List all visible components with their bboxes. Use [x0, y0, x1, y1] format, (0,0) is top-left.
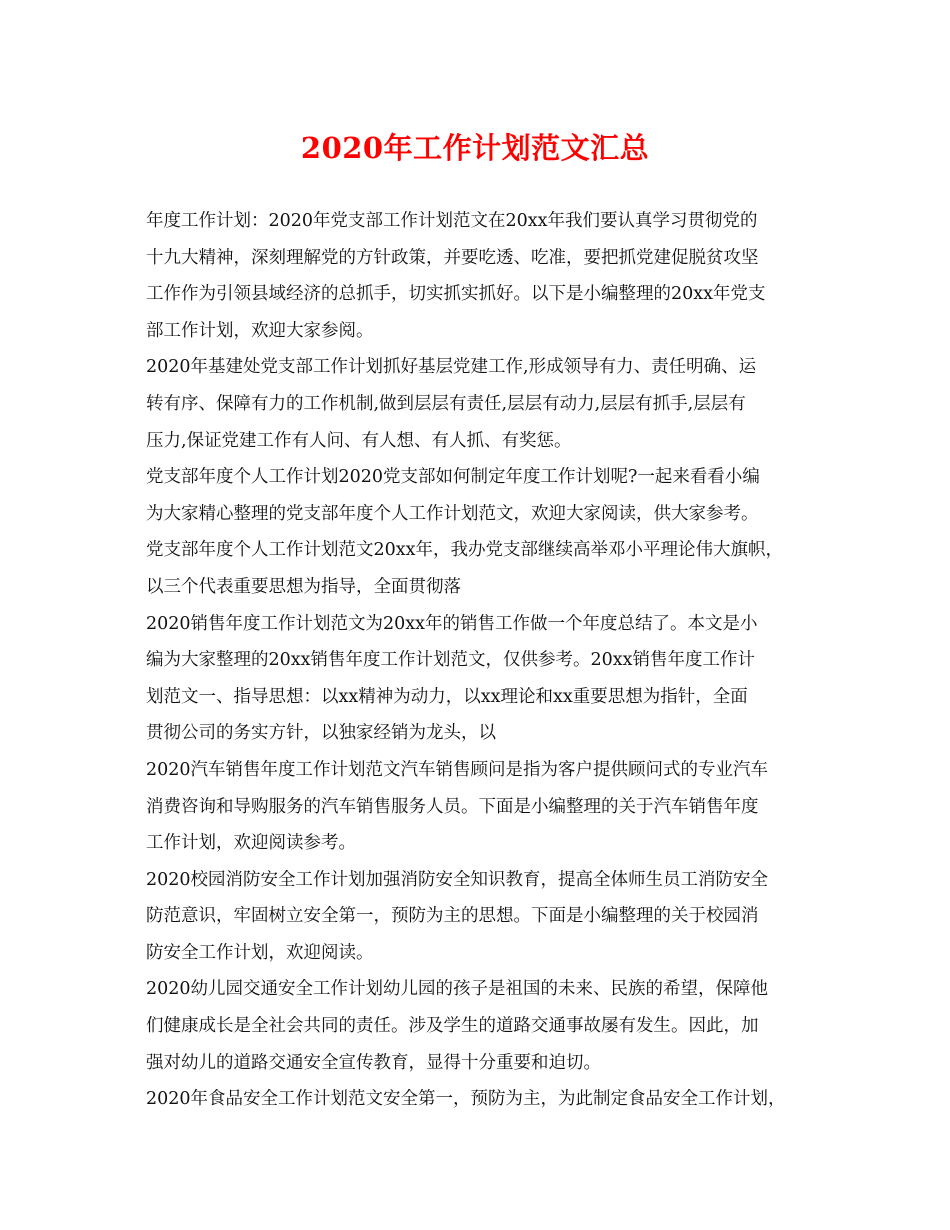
- body-text-line: 防安全工作计划，欢迎阅读。: [146, 942, 374, 963]
- body-text-line: 工作计划，欢迎阅读参考。: [146, 833, 356, 854]
- body-text-line: 防范意识，牢固树立安全第一，预防为主的思想。下面是小编整理的关于校园消: [146, 906, 759, 927]
- body-text-line: 转有序、保障有力的工作机制,做到层层有责任,层层有动力,层层有抓手,层层有: [146, 393, 746, 414]
- body-text-line: 工作作为引领县域经济的总抓手，切实抓实抓好。以下是小编整理的20xx年党支: [146, 284, 766, 305]
- body-text-line: 2020幼儿园交通安全工作计划幼儿园的孩子是祖国的未来、民族的希望，保障他: [146, 979, 769, 1000]
- body-text-line: 2020年食品安全工作计划范文安全第一，预防为主，为此制定食品安全工作计划，: [146, 1089, 786, 1110]
- body-text-line: 2020销售年度工作计划范文为20xx年的销售工作做一个年度总结了。本文是小: [146, 613, 758, 634]
- body-text-line: 以三个代表重要思想为指导，全面贯彻落: [146, 576, 461, 597]
- body-text-line: 年度工作计划：2020年党支部工作计划范文在20xx年我们要认真学习贯彻党的: [146, 211, 758, 231]
- body-text-line: 党支部年度个人工作计划范文20xx年，我办党支部继续高举邓小平理论伟大旗帜，: [146, 540, 784, 561]
- body-text-line: 消费咨询和导购服务的汽车销售服务人员。下面是小编整理的关于汽车销售年度: [146, 796, 759, 817]
- body-text-line: 党支部年度个人工作计划2020党支部如何制定年度工作计划呢?一起来看看小编: [146, 467, 760, 488]
- body-text-line: 十九大精神，深刻理解党的方针政策，并要吃透、吃准，要把抓党建促脱贫攻坚: [146, 247, 759, 268]
- body-text-line: 贯彻公司的务实方针，以独家经销为龙头，以: [146, 723, 496, 744]
- body-text-line: 强对幼儿的道路交通安全宣传教育，显得十分重要和迫切。: [146, 1052, 601, 1073]
- body-text-line: 们健康成长是全社会共同的责任。涉及学生的道路交通事故屡有发生。因此，加: [146, 1016, 759, 1037]
- body-text-line: 2020年基建处党支部工作计划抓好基层党建工作,形成领导有力、责任明确、运: [146, 357, 757, 378]
- body-text-line: 压力,保证党建工作有人问、有人想、有人抓、有奖惩。: [146, 430, 572, 451]
- body-text-line: 部工作计划，欢迎大家参阅。: [146, 320, 374, 341]
- body-text-line: 2020汽车销售年度工作计划范文汽车销售顾问是指为客户提供顾问式的专业汽车: [146, 759, 769, 780]
- body-text-line: 划范文一、指导思想：以xx精神为动力，以xx理论和xx重要思想为指针，全面: [146, 686, 748, 707]
- body-text-line: 2020校园消防安全工作计划加强消防安全知识教育，提高全体师生员工消防安全: [146, 869, 769, 890]
- document-body: [146, 203, 816, 1118]
- body-text-line: 为大家精心整理的党支部年度个人工作计划范文，欢迎大家阅读，供大家参考。: [146, 503, 759, 524]
- document-title: 2020年工作计划范文汇总: [300, 131, 650, 165]
- body-text-line: 编为大家整理的20xx销售年度工作计划范文，仅供参考。20xx销售年度工作计: [146, 650, 756, 671]
